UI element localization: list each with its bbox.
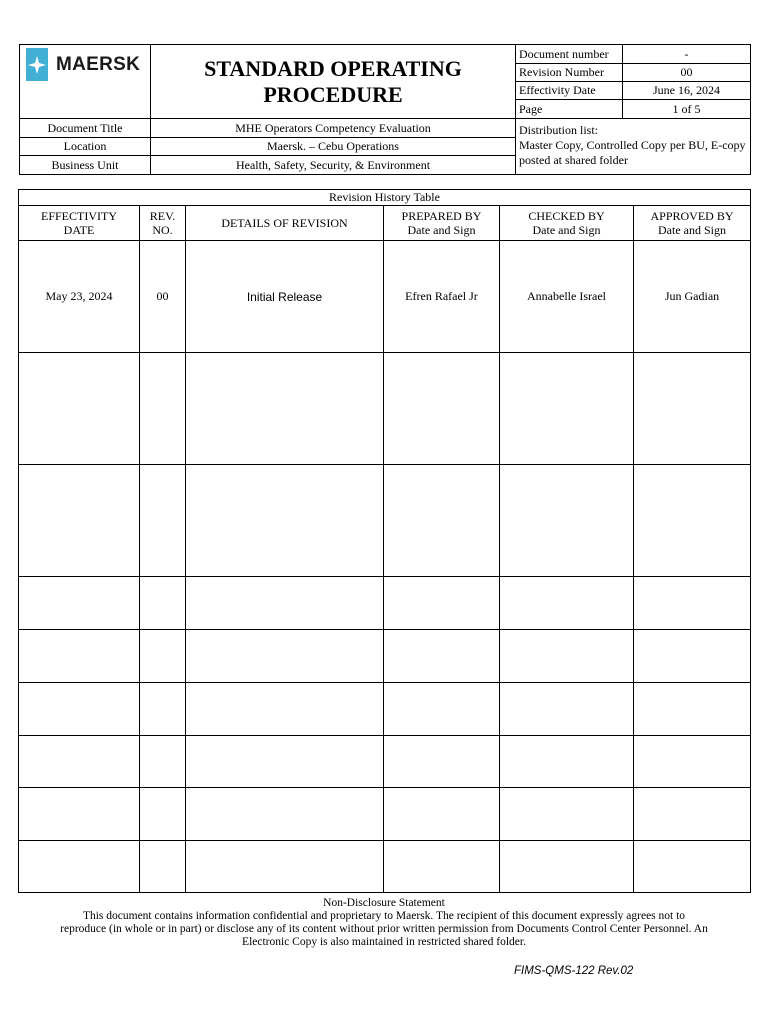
empty-cell	[19, 736, 140, 788]
empty-cell	[384, 577, 500, 630]
info-value: Maersk. – Cebu Operations	[151, 138, 516, 156]
empty-cell	[186, 630, 384, 683]
empty-cell	[384, 841, 500, 893]
info-label: Document Title	[20, 119, 151, 138]
column-header-line: DATE	[63, 223, 95, 237]
meta-label: Page	[516, 100, 623, 119]
column-header-line: PREPARED BY	[401, 209, 482, 223]
column-header	[384, 206, 500, 241]
empty-cell	[634, 630, 751, 683]
revision-history-table	[18, 189, 751, 893]
column-header-line: Date and Sign	[658, 223, 726, 237]
title-line-2: PROCEDURE	[263, 81, 403, 107]
meta-label: Document number	[516, 45, 623, 64]
info-value: Health, Safety, Security, & Environment	[151, 156, 516, 175]
empty-cell	[384, 683, 500, 736]
empty-cell	[384, 788, 500, 841]
empty-cell	[186, 465, 384, 577]
empty-cell	[634, 736, 751, 788]
empty-cell	[186, 736, 384, 788]
empty-cell	[634, 841, 751, 893]
non-disclosure-statement	[60, 897, 708, 949]
empty-cell	[19, 353, 140, 465]
empty-cell	[500, 683, 634, 736]
nds-text: This document contains information confidential and proprietary to Maersk. The recipient of this document expressly agrees not to reproduce (in whole or in part) or disclose any of its content without prior written permission from Documents Control Center Personnel. An Electronic Copy is also maintained in restricted shared folder.	[60, 910, 708, 948]
empty-cell	[500, 630, 634, 683]
empty-cell	[140, 683, 186, 736]
empty-cell	[634, 465, 751, 577]
empty-cell	[384, 353, 500, 465]
cell-date: May 23, 2024	[19, 241, 140, 353]
table-caption: Revision History Table	[19, 190, 751, 206]
cell-approved: Jun Gadian	[634, 241, 751, 353]
document-header	[19, 44, 751, 175]
column-header	[500, 206, 634, 241]
empty-cell	[140, 736, 186, 788]
empty-cell	[634, 353, 751, 465]
empty-cell	[140, 788, 186, 841]
cell-prepared: Efren Rafael Jr	[384, 241, 500, 353]
empty-cell	[19, 465, 140, 577]
column-header-line: REV.	[149, 209, 176, 223]
info-label: Location	[20, 138, 151, 156]
distribution-text: Master Copy, Controlled Copy per BU, E-copy posted at shared folder	[519, 138, 746, 167]
column-header-line: NO.	[152, 223, 173, 237]
empty-cell	[19, 841, 140, 893]
empty-cell	[19, 577, 140, 630]
form-code: FIMS-QMS-122 Rev.02	[514, 965, 634, 977]
info-value: MHE Operators Competency Evaluation	[151, 119, 516, 138]
empty-cell	[140, 841, 186, 893]
column-header-line: APPROVED BY	[650, 209, 734, 223]
column-header	[186, 206, 384, 241]
meta-label: Effectivity Date	[516, 82, 623, 100]
empty-cell	[500, 465, 634, 577]
column-header-line: Date and Sign	[532, 223, 601, 237]
empty-cell	[634, 577, 751, 630]
column-header-line: Date and Sign	[407, 223, 476, 237]
table-row-empty	[19, 788, 751, 841]
table-row-empty	[19, 736, 751, 788]
info-label: Business Unit	[20, 156, 151, 175]
empty-cell	[384, 736, 500, 788]
meta-label: Revision Number	[516, 64, 623, 82]
column-header	[140, 206, 186, 241]
empty-cell	[140, 465, 186, 577]
distribution-label: Distribution list:	[519, 123, 599, 137]
empty-cell	[186, 683, 384, 736]
empty-cell	[500, 577, 634, 630]
table-row-empty	[19, 577, 751, 630]
table-row-empty	[19, 683, 751, 736]
empty-cell	[140, 577, 186, 630]
empty-cell	[19, 788, 140, 841]
cell-details: Initial Release	[186, 241, 384, 353]
empty-cell	[186, 577, 384, 630]
empty-cell	[186, 788, 384, 841]
empty-cell	[384, 630, 500, 683]
table-row-empty	[19, 841, 751, 893]
meta-value: -	[623, 45, 751, 64]
column-header-line: CHECKED BY	[528, 209, 605, 223]
table-row-empty	[19, 353, 751, 465]
nds-title: Non-Disclosure Statement	[323, 897, 445, 909]
logo-text: MAERSK	[56, 53, 141, 75]
cell-checked: Annabelle Israel	[500, 241, 634, 353]
meta-value: 00	[623, 64, 751, 82]
table-header-row	[19, 206, 751, 241]
empty-cell	[140, 630, 186, 683]
empty-cell	[500, 353, 634, 465]
table-row-empty	[19, 630, 751, 683]
empty-cell	[500, 841, 634, 893]
empty-cell	[140, 353, 186, 465]
empty-cell	[500, 736, 634, 788]
table-row-empty	[19, 465, 751, 577]
column-header-line: DETAILS OF REVISION	[221, 216, 348, 230]
empty-cell	[19, 630, 140, 683]
table-row	[19, 241, 751, 353]
logo-cell	[20, 45, 151, 119]
distribution-list	[516, 119, 751, 175]
maersk-logo	[26, 48, 140, 81]
meta-value: 1 of 5	[623, 100, 751, 119]
star-icon	[26, 48, 48, 81]
empty-cell	[186, 353, 384, 465]
empty-cell	[19, 683, 140, 736]
column-header-line: EFFECTIVITY	[41, 209, 117, 223]
title-line-1: STANDARD OPERATING	[204, 55, 462, 81]
meta-value: June 16, 2024	[623, 82, 751, 100]
empty-cell	[186, 841, 384, 893]
column-header	[19, 206, 140, 241]
page-title	[151, 45, 516, 119]
empty-cell	[384, 465, 500, 577]
empty-cell	[634, 683, 751, 736]
empty-cell	[500, 788, 634, 841]
cell-rev: 00	[140, 241, 186, 353]
column-header	[634, 206, 751, 241]
empty-cell	[634, 788, 751, 841]
